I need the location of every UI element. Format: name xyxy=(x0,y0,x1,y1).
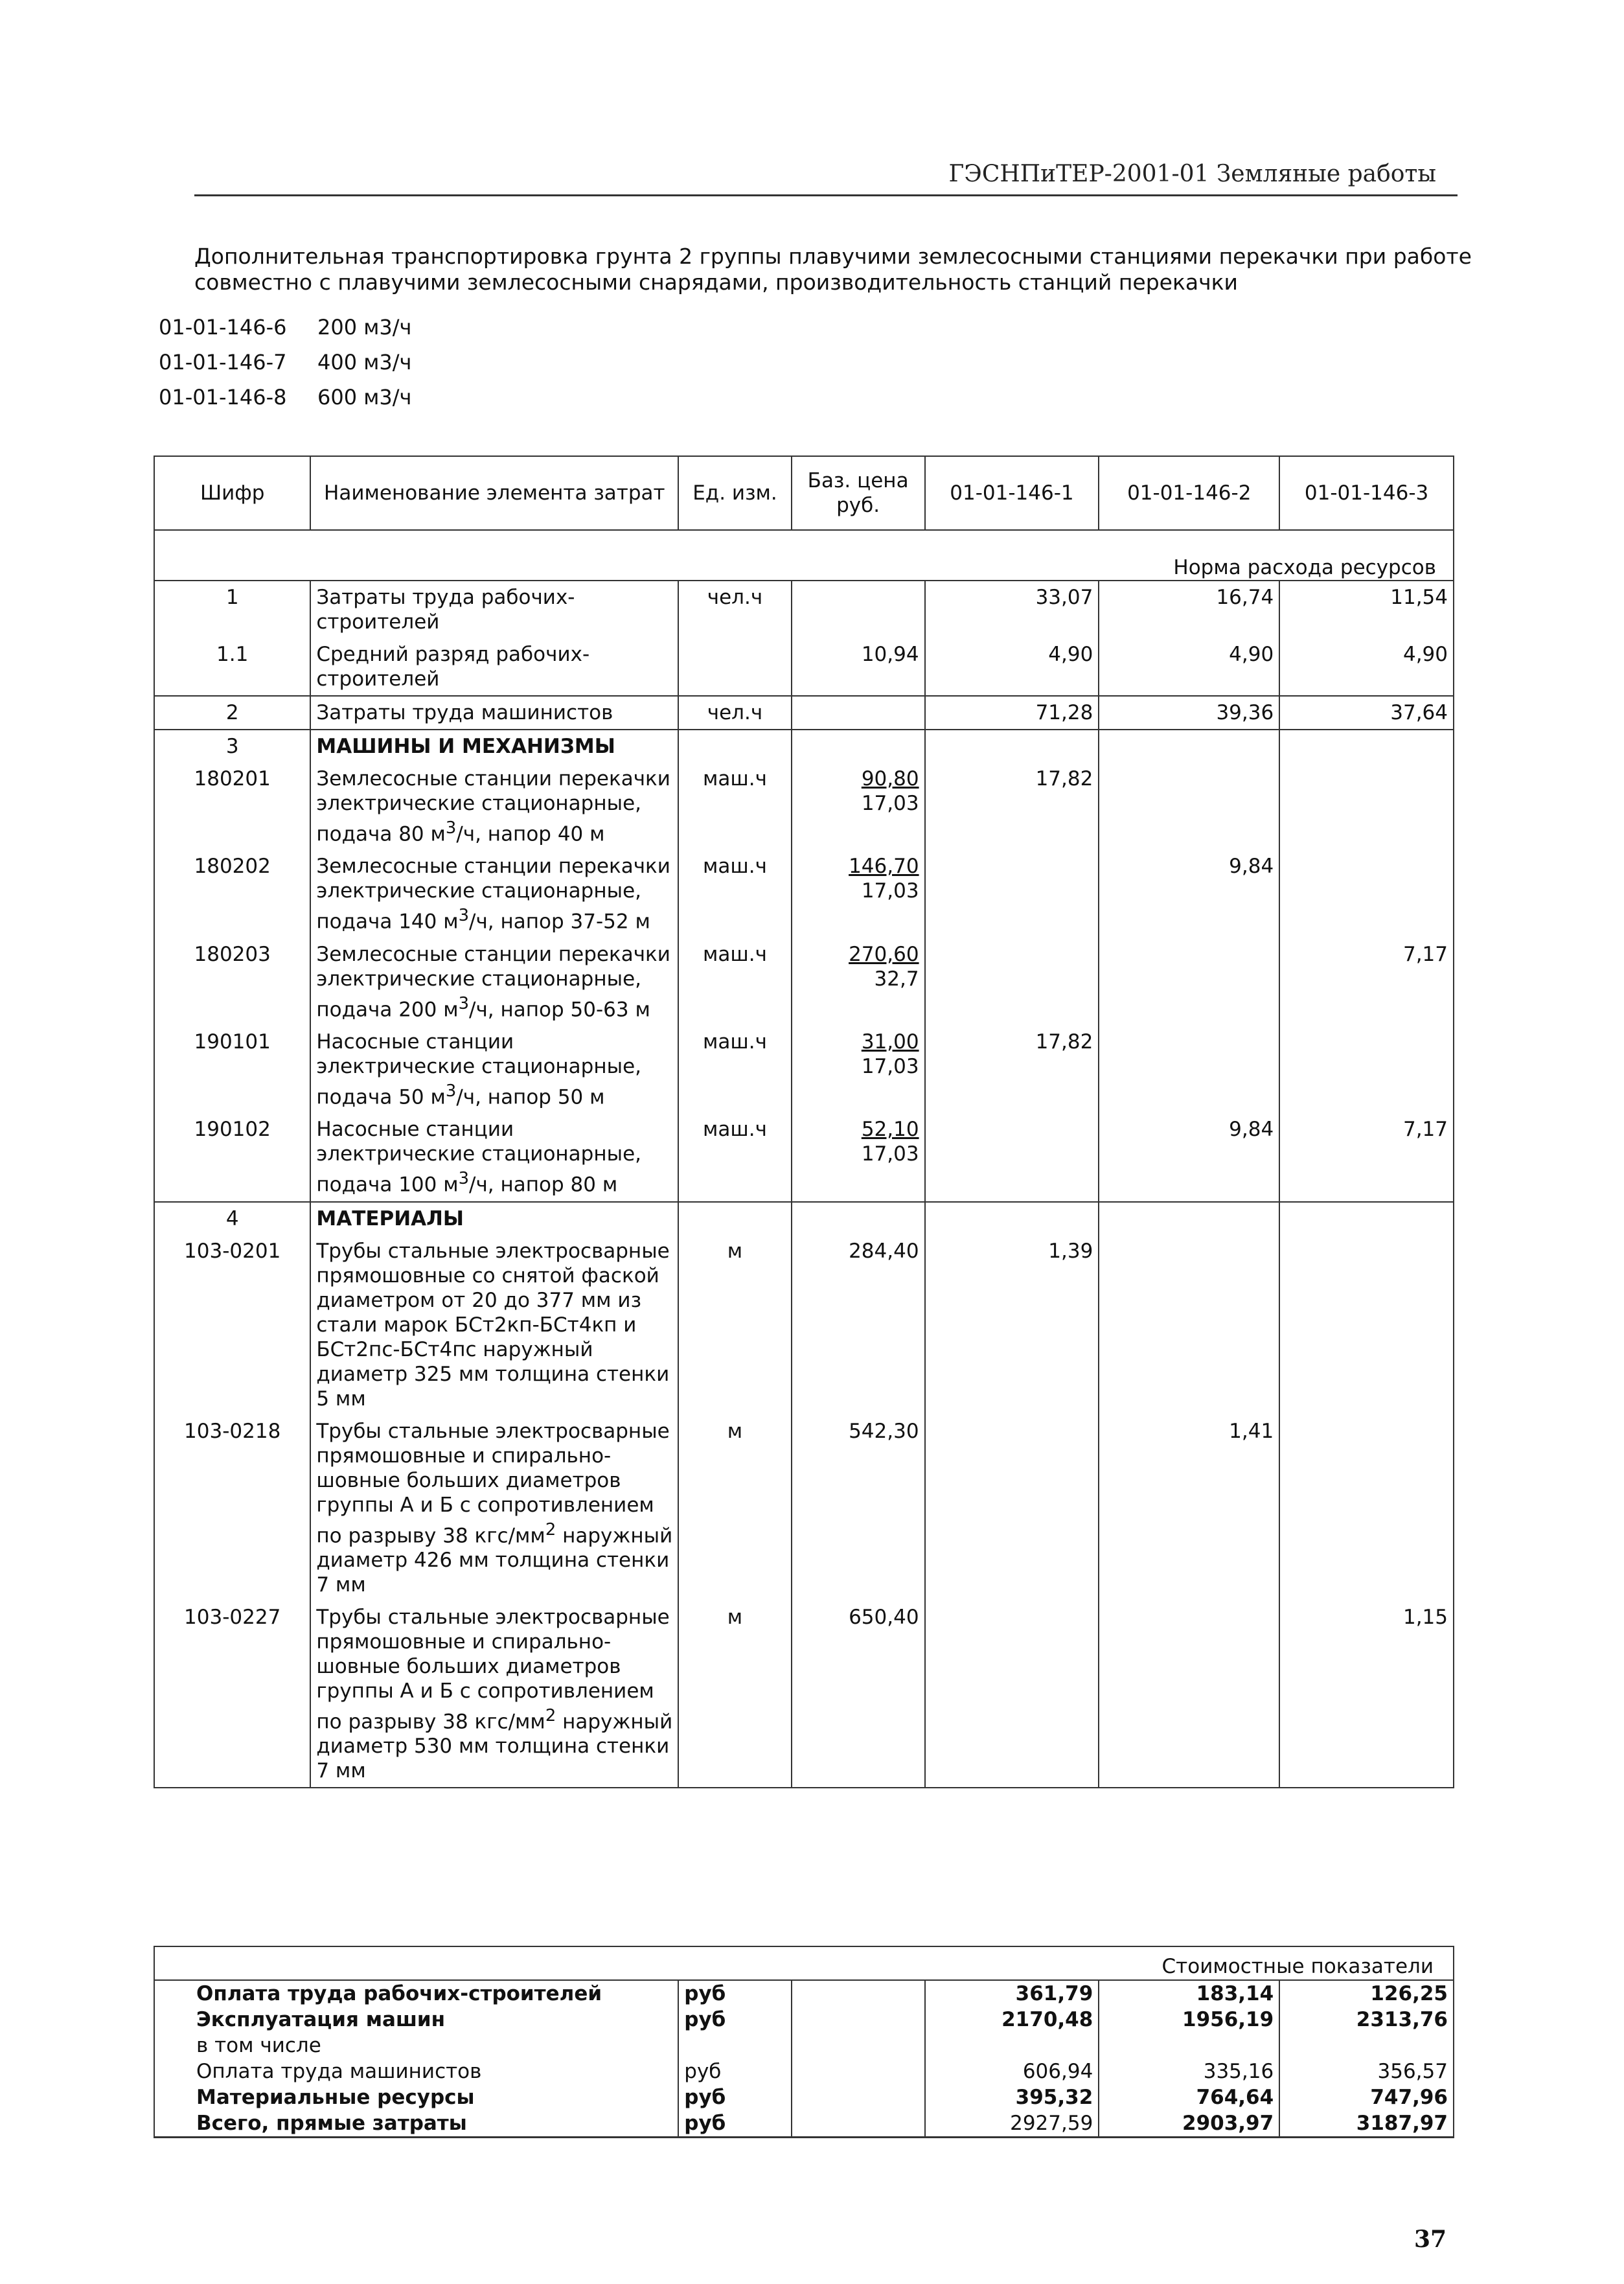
row-name-part: наружный диаметр 426 мм толщина стенки 7 мм xyxy=(316,1523,673,1597)
row-code: 180203 xyxy=(154,938,310,1026)
row-code: 190101 xyxy=(154,1026,310,1113)
superscript: 2 xyxy=(545,1519,556,1540)
cost-value-1 xyxy=(925,2033,1099,2059)
header-col3: 01-01-146-3 xyxy=(1279,456,1454,530)
row-value-3: 37,64 xyxy=(1279,696,1454,730)
row-price xyxy=(792,1026,925,1113)
row-name-part: Насосные станции электрические стационарные, подача 50 м xyxy=(316,1030,642,1109)
row-name xyxy=(310,1026,678,1113)
header-col2: 01-01-146-2 xyxy=(1099,456,1279,530)
code-capacity: 200 м3/ч xyxy=(317,315,412,340)
cost-value-2: 1956,19 xyxy=(1099,2007,1279,2033)
row-value-2 xyxy=(1099,938,1279,1026)
table-row xyxy=(154,938,1454,1026)
code-id: 01-01-146-6 xyxy=(159,315,287,340)
row-name: Затраты труда рабочих-строителей xyxy=(310,581,678,638)
cost-caption-row xyxy=(154,1946,1454,1980)
row-value-1 xyxy=(925,938,1099,1026)
row-value-2: 9,84 xyxy=(1099,850,1279,938)
superscript: 3 xyxy=(445,1081,457,1101)
cost-unit: руб xyxy=(678,1980,791,2007)
cost-row xyxy=(154,2007,1454,2033)
row-price: 10,94 xyxy=(792,638,925,696)
norm-caption-row xyxy=(154,530,1454,581)
row-name-part: /ч, напор 50-63 м xyxy=(469,997,650,1021)
row-code: 4 xyxy=(154,1202,310,1235)
row-value-1 xyxy=(925,850,1099,938)
cost-value-2: 764,64 xyxy=(1099,2084,1279,2110)
row-price xyxy=(792,938,925,1026)
row-value-2: 9,84 xyxy=(1099,1113,1279,1201)
price-top: 270,60 xyxy=(849,942,919,966)
row-value-3: 1,15 xyxy=(1279,1601,1454,1788)
row-value-1: 17,82 xyxy=(925,1026,1099,1113)
code-list xyxy=(159,310,411,415)
row-name: Трубы стальные электросварные прямошовные со снятой фаской диаметром от 20 до 377 мм из стали марок БСт2кп-БСт4кп и БСт2пс-БСт4пс наружный диаметр 325 мм толщина стенки 5 мм xyxy=(310,1235,678,1415)
row-code: 1 xyxy=(154,581,310,638)
cost-row xyxy=(154,2110,1454,2138)
row-price: 542,30 xyxy=(792,1415,925,1601)
row-value-1: 33,07 xyxy=(925,581,1099,638)
row-value-2: 39,36 xyxy=(1099,696,1279,730)
table-row xyxy=(154,763,1454,850)
header-rule xyxy=(194,194,1458,196)
row-value-1 xyxy=(925,1415,1099,1601)
row-unit: маш.ч xyxy=(678,938,791,1026)
cost-value-2: 335,16 xyxy=(1099,2059,1279,2084)
price-top: 90,80 xyxy=(861,767,919,790)
cost-label: Оплата труда рабочих-строителей xyxy=(154,1980,678,2007)
row-value-2: 1,41 xyxy=(1099,1415,1279,1601)
section-heading-materials: МАТЕРИАЛЫ xyxy=(310,1202,678,1235)
row-code: 180201 xyxy=(154,763,310,850)
page-number: 37 xyxy=(1414,2226,1447,2253)
cost-value-1: 361,79 xyxy=(925,1980,1099,2007)
code-list-item xyxy=(159,380,411,415)
row-unit: м xyxy=(678,1601,791,1788)
row-unit: чел.ч xyxy=(678,581,791,638)
cost-value-2: 183,14 xyxy=(1099,1980,1279,2007)
row-code: 103-0218 xyxy=(154,1415,310,1601)
table-row xyxy=(154,1202,1454,1235)
intro-line-2: совместно с плавучими землесосными снарядами, производительность станций перекачки xyxy=(194,270,1238,295)
row-value-3: 7,17 xyxy=(1279,1113,1454,1201)
row-unit xyxy=(678,638,791,696)
cost-value-3: 3187,97 xyxy=(1279,2110,1454,2138)
row-value-1: 71,28 xyxy=(925,696,1099,730)
code-capacity: 600 м3/ч xyxy=(317,385,412,410)
table-row xyxy=(154,638,1454,696)
row-name-part: Землесосные станции перекачки электрические стационарные, подача 80 м xyxy=(316,767,670,846)
section-heading-machines: МАШИНЫ И МЕХАНИЗМЫ xyxy=(310,730,678,763)
header-code: Шифр xyxy=(154,456,310,530)
row-price xyxy=(792,763,925,850)
row-unit: маш.ч xyxy=(678,763,791,850)
row-value-2 xyxy=(1099,1601,1279,1788)
code-list-item xyxy=(159,345,411,380)
row-value-1: 17,82 xyxy=(925,763,1099,850)
table-row xyxy=(154,1113,1454,1201)
row-unit: маш.ч xyxy=(678,1113,791,1201)
price-bottom: 17,03 xyxy=(861,879,919,903)
superscript: 3 xyxy=(445,818,457,838)
row-price: 650,40 xyxy=(792,1601,925,1788)
row-name-part: Трубы стальные электросварные прямошовные и спирально-шовные больших диаметров группы А и Б с сопротивлением по разрыву 38 кгс/мм xyxy=(316,1605,670,1734)
cost-row xyxy=(154,1980,1454,2007)
table-row xyxy=(154,581,1454,638)
row-value-2: 16,74 xyxy=(1099,581,1279,638)
price-bottom: 17,03 xyxy=(861,1054,919,1078)
row-code: 3 xyxy=(154,730,310,763)
table-header-row xyxy=(154,456,1454,530)
cost-unit: руб xyxy=(678,2007,791,2033)
cost-caption: Стоимостные показатели xyxy=(154,1946,1454,1980)
row-price xyxy=(792,850,925,938)
row-name xyxy=(310,938,678,1026)
table-row xyxy=(154,1026,1454,1113)
price-bottom: 17,03 xyxy=(861,792,919,815)
cost-unit xyxy=(678,2033,791,2059)
header-unit: Ед. изм. xyxy=(678,456,791,530)
cost-indicators-table xyxy=(154,1946,1454,2138)
row-code: 190102 xyxy=(154,1113,310,1201)
header-name: Наименование элемента затрат xyxy=(310,456,678,530)
row-name-part: /ч, напор 80 м xyxy=(469,1173,618,1197)
row-code: 2 xyxy=(154,696,310,730)
price-bottom: 32,7 xyxy=(874,967,919,991)
cost-value-2 xyxy=(1099,2033,1279,2059)
cost-unit: руб xyxy=(678,2084,791,2110)
row-name xyxy=(310,850,678,938)
row-value-3: 4,90 xyxy=(1279,638,1454,696)
row-name-part: Насосные станции электрические стационарные, подача 100 м xyxy=(316,1118,642,1197)
table-row xyxy=(154,1415,1454,1601)
cost-label: Всего, прямые затраты xyxy=(154,2110,678,2138)
row-name xyxy=(310,763,678,850)
code-id: 01-01-146-7 xyxy=(159,350,287,375)
table-row xyxy=(154,1601,1454,1788)
row-value-2 xyxy=(1099,763,1279,850)
row-name-part: наружный диаметр 530 мм толщина стенки 7 мм xyxy=(316,1710,673,1783)
superscript: 3 xyxy=(458,906,470,926)
row-name-part: /ч, напор 40 м xyxy=(456,822,605,846)
cost-label: в том числе xyxy=(154,2033,678,2059)
header-col1: 01-01-146-1 xyxy=(925,456,1099,530)
code-id: 01-01-146-8 xyxy=(159,385,287,410)
row-price xyxy=(792,581,925,638)
row-value-1 xyxy=(925,1113,1099,1201)
row-value-3: 11,54 xyxy=(1279,581,1454,638)
row-name-part: /ч, напор 37-52 м xyxy=(469,910,650,934)
cost-value-1: 606,94 xyxy=(925,2059,1099,2084)
row-name: Затраты труда машинистов xyxy=(310,696,678,730)
row-value-3 xyxy=(1279,1235,1454,1415)
running-header-title: ГЭСНПиТЕР-2001-01 Земляные работы xyxy=(948,161,1436,187)
cost-value-3: 747,96 xyxy=(1279,2084,1454,2110)
row-unit: маш.ч xyxy=(678,850,791,938)
row-value-3 xyxy=(1279,1026,1454,1113)
table-row xyxy=(154,696,1454,730)
cost-label: Эксплуатация машин xyxy=(154,2007,678,2033)
cost-value-1: 2927,59 xyxy=(925,2110,1099,2138)
price-top: 52,10 xyxy=(861,1118,919,1142)
price-bottom: 17,03 xyxy=(861,1142,919,1166)
row-value-1: 4,90 xyxy=(925,638,1099,696)
row-unit: м xyxy=(678,1415,791,1601)
row-name xyxy=(310,1113,678,1201)
row-value-3 xyxy=(1279,763,1454,850)
row-value-3: 7,17 xyxy=(1279,938,1454,1026)
cost-value-1: 2170,48 xyxy=(925,2007,1099,2033)
row-name: Средний разряд рабочих-строителей xyxy=(310,638,678,696)
superscript: 2 xyxy=(545,1705,556,1725)
row-code: 103-0201 xyxy=(154,1235,310,1415)
row-name-part: /ч, напор 50 м xyxy=(456,1085,605,1109)
row-value-3 xyxy=(1279,850,1454,938)
row-name xyxy=(310,1415,678,1601)
cost-row xyxy=(154,2033,1454,2059)
header-price: Баз. цена руб. xyxy=(792,456,925,530)
code-list-item xyxy=(159,310,411,345)
row-value-3 xyxy=(1279,1415,1454,1601)
intro-line-1: Дополнительная транспортировка грунта 2 группы плавучими землесосными станциями перекачки при работе xyxy=(194,244,1472,269)
price-top: 146,70 xyxy=(849,855,919,879)
row-code: 180202 xyxy=(154,850,310,938)
row-name-part: Землесосные станции перекачки электрические стационарные, подача 140 м xyxy=(316,855,670,934)
cost-unit: руб xyxy=(678,2059,791,2084)
row-name xyxy=(310,1601,678,1788)
row-code: 1.1 xyxy=(154,638,310,696)
table-row xyxy=(154,730,1454,763)
code-capacity: 400 м3/ч xyxy=(317,350,412,375)
price-top: 31,00 xyxy=(861,1030,919,1054)
cost-label: Оплата труда машинистов xyxy=(154,2059,678,2084)
cost-value-3: 126,25 xyxy=(1279,1980,1454,2007)
row-value-1: 1,39 xyxy=(925,1235,1099,1415)
table-row xyxy=(154,850,1454,938)
cost-value-3 xyxy=(1279,2033,1454,2059)
row-unit: м xyxy=(678,1235,791,1415)
cost-value-3: 2313,76 xyxy=(1279,2007,1454,2033)
row-price xyxy=(792,696,925,730)
row-unit: чел.ч xyxy=(678,696,791,730)
cost-label: Материальные ресурсы xyxy=(154,2084,678,2110)
row-value-2 xyxy=(1099,1235,1279,1415)
row-name-part: Трубы стальные электросварные прямошовные и спирально-шовные больших диаметров группы А и Б с сопротивлением по разрыву 38 кгс/мм xyxy=(316,1419,670,1547)
cost-row xyxy=(154,2059,1454,2084)
table-row xyxy=(154,1235,1454,1415)
resource-norms-table xyxy=(154,456,1454,1788)
cost-row xyxy=(154,2084,1454,2110)
row-value-1 xyxy=(925,1601,1099,1788)
row-unit: маш.ч xyxy=(678,1026,791,1113)
row-code: 103-0227 xyxy=(154,1601,310,1788)
row-price: 284,40 xyxy=(792,1235,925,1415)
row-name-part: Землесосные станции перекачки электрические стационарные, подача 200 м xyxy=(316,942,670,1021)
superscript: 3 xyxy=(458,1169,470,1189)
cost-value-2: 2903,97 xyxy=(1099,2110,1279,2138)
superscript: 3 xyxy=(458,993,470,1013)
cost-value-1: 395,32 xyxy=(925,2084,1099,2110)
section-intro xyxy=(194,244,1472,295)
cost-value-3: 356,57 xyxy=(1279,2059,1454,2084)
cost-unit: руб xyxy=(678,2110,791,2138)
norm-caption: Норма расхода ресурсов xyxy=(154,530,1454,581)
row-value-2: 4,90 xyxy=(1099,638,1279,696)
row-value-2 xyxy=(1099,1026,1279,1113)
row-price xyxy=(792,1113,925,1201)
